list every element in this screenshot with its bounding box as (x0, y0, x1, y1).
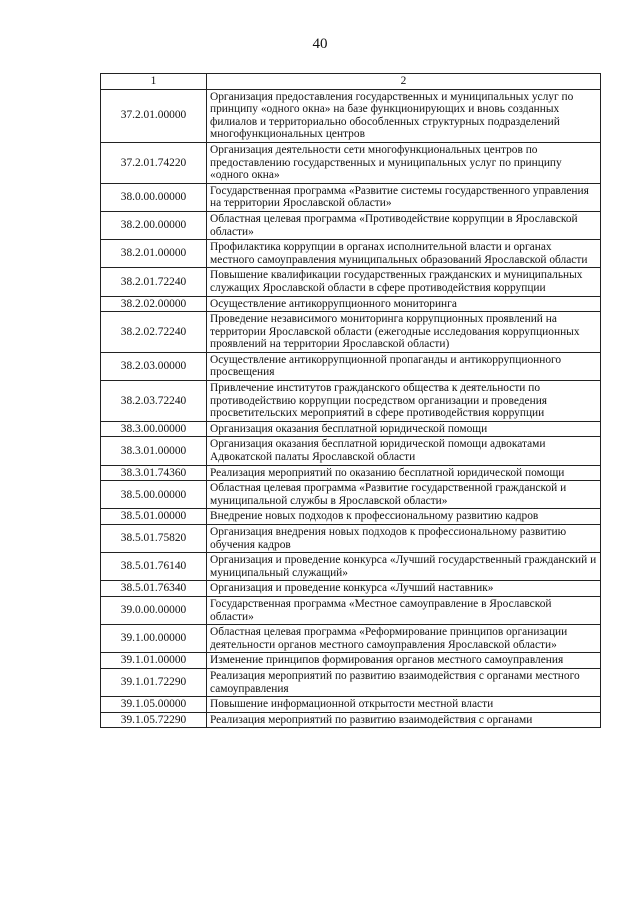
row-description: Организация внедрения новых подходов к профессиональному развитию обучения кадров (207, 525, 601, 553)
row-description: Проведение независимого мониторинга коррупционных проявлений на территории Ярославской области (ежегодные исследования коррупционных проявлений на территории Ярославской области) (207, 312, 601, 353)
row-description: Привлечение институтов гражданского общества к деятельности по противодействию коррупции посредством организации и проведения просветительских мероприятий в сфере противодействия коррупции (207, 381, 601, 422)
table-row (101, 211, 601, 239)
table-row (101, 240, 601, 268)
table-row (101, 312, 601, 353)
table-body (101, 89, 601, 728)
table-row (101, 481, 601, 509)
row-code: 38.5.00.00000 (101, 481, 207, 509)
row-code: 38.2.02.72240 (101, 312, 207, 353)
column-header-name: 2 (207, 74, 601, 90)
row-code: 38.2.01.00000 (101, 240, 207, 268)
row-code: 39.1.05.00000 (101, 697, 207, 713)
row-code: 38.3.01.00000 (101, 437, 207, 465)
row-description: Изменение принципов формирования органов местного самоуправления (207, 653, 601, 669)
row-code: 38.2.00.00000 (101, 211, 207, 239)
row-code: 39.1.01.72290 (101, 668, 207, 696)
table-row (101, 697, 601, 713)
row-description: Областная целевая программа «Развитие государственной гражданской и муниципальной службы в Ярославской области» (207, 481, 601, 509)
row-code: 38.2.03.72240 (101, 381, 207, 422)
row-description: Областная целевая программа «Противодействие коррупции в Ярославской области» (207, 211, 601, 239)
table-row (101, 268, 601, 296)
row-code: 37.2.01.00000 (101, 89, 207, 142)
table-row (101, 509, 601, 525)
table-row (101, 142, 601, 183)
row-code: 38.5.01.76340 (101, 581, 207, 597)
row-code: 38.2.03.00000 (101, 352, 207, 380)
row-code: 38.5.01.75820 (101, 525, 207, 553)
row-code: 39.1.00.00000 (101, 625, 207, 653)
table-row (101, 381, 601, 422)
row-description: Государственная программа «Развитие системы государственного управления на территории Ярославской области» (207, 183, 601, 211)
row-code: 39.0.00.00000 (101, 596, 207, 624)
row-description: Организация оказания бесплатной юридической помощи (207, 421, 601, 437)
table-row (101, 668, 601, 696)
table-row (101, 653, 601, 669)
row-description: Реализация мероприятий по развитию взаимодействия с органами местного самоуправления (207, 668, 601, 696)
row-description: Осуществление антикоррупционной пропаганды и антикоррупционного просвещения (207, 352, 601, 380)
table-row (101, 596, 601, 624)
row-code: 37.2.01.74220 (101, 142, 207, 183)
row-code: 38.5.01.76140 (101, 553, 207, 581)
table-header-row (101, 74, 601, 90)
row-description: Организация и проведение конкурса «Лучший государственный гражданский и муниципальный служащий» (207, 553, 601, 581)
row-description: Повышение квалификации государственных гражданских и муниципальных служащих Ярославской области в сфере противодействия коррупции (207, 268, 601, 296)
row-code: 39.1.01.00000 (101, 653, 207, 669)
row-code: 38.0.00.00000 (101, 183, 207, 211)
table-row (101, 183, 601, 211)
row-code: 39.1.05.72290 (101, 712, 207, 728)
row-description: Реализация мероприятий по оказанию бесплатной юридической помощи (207, 465, 601, 481)
row-description: Организация предоставления государственных и муниципальных услуг по принципу «одного окна» на базе функционирующих и вновь созданных филиалов и территориально обособленных структурных подразделений многофункциональных центров (207, 89, 601, 142)
table-row (101, 465, 601, 481)
budget-classification-table (100, 73, 601, 728)
table-row (101, 553, 601, 581)
row-code: 38.5.01.00000 (101, 509, 207, 525)
table-row (101, 581, 601, 597)
row-description: Областная целевая программа «Реформирование принципов организации деятельности органов местного самоуправления Ярославской области» (207, 625, 601, 653)
row-description: Организация и проведение конкурса «Лучший наставник» (207, 581, 601, 597)
row-description: Профилактика коррупции в органах исполнительной власти и органах местного самоуправления муниципальных образований Ярославской области (207, 240, 601, 268)
row-description: Осуществление антикоррупционного мониторинга (207, 296, 601, 312)
table-row (101, 421, 601, 437)
column-header-code: 1 (101, 74, 207, 90)
table-row (101, 437, 601, 465)
row-code: 38.3.00.00000 (101, 421, 207, 437)
table-row (101, 89, 601, 142)
page-number: 40 (312, 36, 328, 52)
row-description: Государственная программа «Местное самоуправление в Ярославской области» (207, 596, 601, 624)
row-description: Внедрение новых подходов к профессиональному развитию кадров (207, 509, 601, 525)
row-description: Организация оказания бесплатной юридической помощи адвокатами Адвокатской палаты Ярославской области (207, 437, 601, 465)
row-code: 38.2.01.72240 (101, 268, 207, 296)
row-description: Реализация мероприятий по развитию взаимодействия с органами (207, 712, 601, 728)
table-row (101, 712, 601, 728)
table-row (101, 625, 601, 653)
table-row (101, 352, 601, 380)
table-row (101, 296, 601, 312)
table-row (101, 525, 601, 553)
row-code: 38.2.02.00000 (101, 296, 207, 312)
row-code: 38.3.01.74360 (101, 465, 207, 481)
row-description: Организация деятельности сети многофункциональных центров по предоставлению государственных и муниципальных услуг по принципу «одного окна» (207, 142, 601, 183)
row-description: Повышение информационной открытости местной власти (207, 697, 601, 713)
